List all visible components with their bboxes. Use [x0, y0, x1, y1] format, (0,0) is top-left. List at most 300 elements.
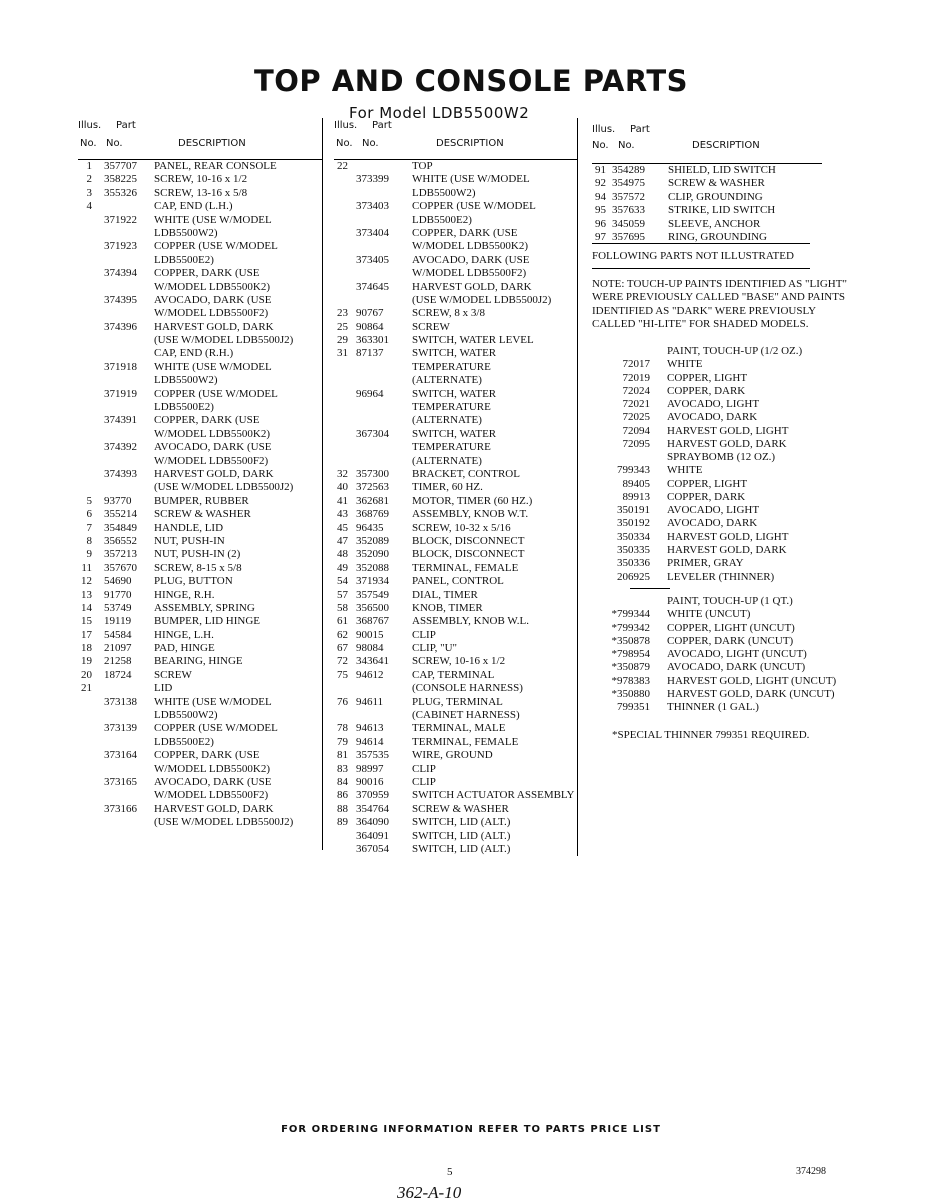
- illus-number: 20: [81, 668, 92, 681]
- part-description: SWITCH, WATER: [412, 387, 497, 400]
- part-row: [334, 562, 577, 575]
- part-description: COPPER, LIGHT: [667, 371, 748, 384]
- part-number: 357549: [356, 588, 389, 601]
- part-description: LEVELER (THINNER): [667, 570, 775, 583]
- part-description: SWITCH, WATER: [412, 427, 497, 440]
- part-description: SWITCH, LID (ALT.): [412, 829, 511, 842]
- part-number: 90767: [356, 307, 384, 320]
- page-subtitle: For Model LDB5500W2: [349, 104, 530, 122]
- part-description: SCREW, 10-16 x 1/2: [154, 173, 248, 186]
- part-row: [334, 267, 577, 280]
- part-description: BLOCK, DISCONNECT: [412, 548, 525, 561]
- part-row: [78, 682, 322, 695]
- page-number: 5: [447, 1166, 453, 1178]
- part-row: [78, 816, 322, 829]
- part-number: 374395: [104, 293, 137, 306]
- part-description: CLIP: [412, 628, 436, 641]
- part-description: COPPER, DARK: [667, 490, 746, 503]
- part-number: 352090: [356, 548, 389, 561]
- part-row: [78, 655, 322, 668]
- part-number: 94611: [356, 695, 384, 708]
- part-description: WHITE (USE W/MODEL: [154, 360, 272, 373]
- part-description: W/MODEL LDB5500K2): [154, 280, 270, 293]
- illus-number: 43: [337, 508, 348, 521]
- following-parts-heading: FOLLOWING PARTS NOT ILLUSTRATED: [592, 250, 794, 262]
- part-description: MOTOR, TIMER (60 HZ.): [412, 494, 533, 507]
- part-number: 368769: [356, 508, 389, 521]
- paint-list: [590, 608, 850, 714]
- part-row: [334, 682, 577, 695]
- illus-number: 89: [337, 816, 348, 829]
- illus-no-label: No.: [80, 138, 97, 149]
- part-number: 94613: [356, 722, 384, 735]
- part-number: 367054: [356, 842, 389, 855]
- part-description: SCREW: [412, 320, 450, 333]
- part-row: [78, 508, 322, 521]
- illus-number: 19: [81, 655, 92, 668]
- part-number: *798954: [611, 648, 650, 661]
- paint-list: [590, 464, 850, 584]
- part-row: [78, 455, 322, 468]
- illus-number: 95: [595, 204, 606, 217]
- part-row: [334, 455, 577, 468]
- illus-number: 88: [337, 802, 348, 815]
- part-description: (CONSOLE HARNESS): [412, 682, 523, 695]
- part-row: [334, 749, 577, 762]
- illus-label: Illus.: [334, 120, 358, 131]
- paint-row: [590, 517, 850, 530]
- handwritten-note: 362-A-10: [397, 1183, 462, 1202]
- paint-row: [590, 398, 850, 411]
- part-description: WHITE: [667, 464, 703, 477]
- part-row: [334, 575, 577, 588]
- illus-label: Illus.: [78, 120, 102, 131]
- part-row: [78, 187, 322, 200]
- part-description: W/MODEL LDB5500K2): [154, 427, 270, 440]
- part-description: LDB5500W2): [154, 709, 218, 722]
- part-row: [334, 789, 577, 802]
- part-row: [78, 374, 322, 387]
- paint-row: [590, 491, 850, 504]
- part-description: HANDLE, LID: [154, 521, 224, 534]
- part-description: LDB5500W2): [154, 226, 218, 239]
- part-number: 373404: [356, 226, 389, 239]
- part-description: DIAL, TIMER: [412, 588, 478, 601]
- part-description: HARVEST GOLD, DARK: [412, 280, 532, 293]
- part-description: SCREW: [154, 668, 192, 681]
- illus-number: 41: [337, 494, 348, 507]
- page-title: TOP AND CONSOLE PARTS: [253, 64, 689, 98]
- part-row: [334, 843, 577, 856]
- part-number: *350878: [611, 634, 650, 647]
- part-row: [78, 160, 322, 173]
- part-row: [334, 214, 577, 227]
- description-label: DESCRIPTION: [436, 138, 504, 149]
- illus-number: 57: [337, 588, 348, 601]
- part-description: SLEEVE, ANCHOR: [668, 217, 761, 230]
- part-number: 367304: [356, 427, 389, 440]
- part-row: [78, 468, 322, 481]
- part-number: 371922: [104, 213, 137, 226]
- part-number: 96964: [356, 387, 384, 400]
- part-number: 357670: [104, 561, 137, 574]
- part-row: [334, 321, 577, 334]
- paint-half-oz-section: [590, 345, 850, 451]
- part-number: 21258: [104, 655, 132, 668]
- part-description: BEARING, HINGE: [154, 655, 243, 668]
- section-heading-text: PAINT, TOUCH-UP (1 QT.): [667, 595, 793, 607]
- paint-row: [590, 478, 850, 491]
- part-row: [78, 696, 322, 709]
- part-description: W/MODEL LDB5500F2): [154, 789, 269, 802]
- part-number: 98997: [356, 762, 384, 775]
- illus-number: 17: [81, 628, 92, 641]
- part-number: 373164: [104, 749, 137, 762]
- part-number: 89405: [622, 477, 650, 490]
- part-description: (USE W/MODEL LDB5500J2): [412, 293, 552, 306]
- part-row: [334, 615, 577, 628]
- paint-row: [590, 544, 850, 557]
- paint-row: [590, 385, 850, 398]
- part-description: (ALTERNATE): [412, 374, 482, 387]
- illus-number: 96: [595, 217, 606, 230]
- part-number: 364090: [356, 816, 389, 829]
- part-row: [334, 655, 577, 668]
- illus-number: 25: [337, 320, 348, 333]
- part-row: [334, 307, 577, 320]
- part-row: [78, 763, 322, 776]
- part-row: [78, 736, 322, 749]
- part-row: [334, 481, 577, 494]
- part-row: [78, 602, 322, 615]
- part-row: [78, 562, 322, 575]
- part-description: AVOCADO, DARK (UNCUT): [667, 661, 806, 674]
- part-number: 374394: [104, 267, 137, 280]
- part-description: HARVEST GOLD, DARK (UNCUT): [667, 688, 835, 701]
- part-description: TERMINAL, FEMALE: [412, 735, 519, 748]
- part-number: 350336: [617, 557, 650, 570]
- part-description: TOP: [412, 160, 433, 172]
- part-row: [78, 227, 322, 240]
- part-description: CLIP, GROUNDING: [668, 190, 763, 203]
- illus-number: 22: [337, 160, 348, 172]
- part-number: 799351: [617, 701, 650, 714]
- part-description: SCREW, 8 x 3/8: [412, 307, 485, 320]
- part-description: PAD, HINGE: [154, 642, 215, 655]
- part-description: RING, GROUNDING: [668, 230, 767, 243]
- part-number: 354849: [104, 521, 137, 534]
- part-number: 19119: [104, 615, 132, 628]
- part-number: 72094: [622, 424, 650, 437]
- part-description: HARVEST GOLD, LIGHT: [667, 530, 789, 543]
- part-row: [334, 200, 577, 213]
- part-description: HINGE, L.H.: [154, 628, 214, 641]
- part-row: [78, 589, 322, 602]
- section-heading: [590, 595, 850, 608]
- part-row: [78, 401, 322, 414]
- part-number: 355214: [104, 508, 137, 521]
- parts-list: [334, 160, 577, 856]
- part-description: BUMPER, LID HINGE: [154, 615, 261, 628]
- part-row: [592, 164, 852, 177]
- part-description: (USE W/MODEL LDB5500J2): [154, 816, 294, 829]
- part-description: COPPER (USE W/MODEL: [154, 387, 278, 400]
- part-row: [78, 294, 322, 307]
- part-description: AVOCADO, DARK (USE: [154, 775, 272, 788]
- part-description: SWITCH, WATER LEVEL: [412, 334, 534, 347]
- part-number: 72017: [622, 358, 650, 371]
- illus-number: 47: [337, 534, 348, 547]
- part-row: [78, 254, 322, 267]
- part-number: 343641: [356, 655, 389, 668]
- part-description: CAP, END (R.H.): [154, 347, 234, 360]
- part-description: (CABINET HARNESS): [412, 709, 520, 722]
- part-description: PANEL, REAR CONSOLE: [154, 160, 277, 172]
- illus-number: 1: [86, 160, 92, 172]
- part-row: [78, 575, 322, 588]
- paint-row: [590, 358, 850, 371]
- part-number: *350880: [611, 688, 650, 701]
- part-number: 370959: [356, 789, 389, 802]
- part-description: NUT, PUSH-IN (2): [154, 548, 241, 561]
- part-no-label: No.: [362, 138, 379, 149]
- part-row: [78, 428, 322, 441]
- part-description: WHITE (USE W/MODEL: [154, 213, 272, 226]
- illus-number: 91: [595, 164, 606, 176]
- part-number: 371923: [104, 240, 137, 253]
- part-description: LDB5500E2): [154, 401, 214, 414]
- part-description: WHITE (USE W/MODEL: [412, 173, 530, 186]
- part-number: 357633: [612, 204, 645, 217]
- part-number: 357572: [612, 190, 645, 203]
- note-line: IDENTIFIED AS "DARK" WERE PREVIOUSLY: [592, 304, 817, 317]
- part-row: [334, 709, 577, 722]
- part-description: SWITCH, LID (ALT.): [412, 816, 511, 829]
- part-description: TEMPERATURE: [412, 401, 491, 414]
- part-description: LDB5500E2): [154, 735, 214, 748]
- part-description: AVOCADO, DARK (USE: [154, 441, 272, 454]
- part-description: SCREW & WASHER: [412, 802, 509, 815]
- illus-number: 7: [86, 521, 92, 534]
- part-row: [78, 722, 322, 735]
- part-number: 354764: [356, 802, 389, 815]
- part-number: 373139: [104, 722, 137, 735]
- part-number: 72019: [622, 371, 650, 384]
- illus-number: 31: [337, 347, 348, 360]
- part-description: COPPER, LIGHT (UNCUT): [667, 621, 795, 634]
- illus-number: 94: [595, 190, 606, 203]
- part-row: [334, 240, 577, 253]
- illus-number: 9: [86, 548, 92, 561]
- part-description: AVOCADO, LIGHT: [667, 398, 760, 411]
- part-description: COPPER, DARK: [667, 384, 746, 397]
- part-row: [334, 522, 577, 535]
- illus-number: 18: [81, 642, 92, 655]
- part-description: W/MODEL LDB5500F2): [154, 307, 269, 320]
- part-description: AVOCADO, LIGHT (UNCUT): [667, 648, 807, 661]
- part-number: 357213: [104, 548, 137, 561]
- illus-number: 11: [81, 561, 92, 574]
- part-row: [334, 414, 577, 427]
- part-row: [334, 548, 577, 561]
- illus-number: 92: [595, 177, 606, 190]
- part-row: [592, 191, 852, 204]
- illus-number: 12: [81, 575, 92, 588]
- illus-number: 4: [86, 200, 92, 213]
- part-description: HARVEST GOLD, DARK: [154, 320, 274, 333]
- part-row: [334, 803, 577, 816]
- part-number: 350334: [617, 530, 650, 543]
- part-number: *978383: [611, 674, 650, 687]
- part-number: 358225: [104, 173, 137, 186]
- part-row: [334, 347, 577, 360]
- part-description: COPPER, DARK (USE: [412, 226, 518, 239]
- part-description: SWITCH, WATER: [412, 347, 497, 360]
- part-description: COPPER, DARK (UNCUT): [667, 634, 794, 647]
- illus-number: 29: [337, 334, 348, 347]
- illus-number: 84: [337, 775, 348, 788]
- part-description: HARVEST GOLD, DARK: [154, 467, 274, 480]
- part-row: [78, 281, 322, 294]
- illus-number: 97: [595, 230, 606, 243]
- part-row: [78, 200, 322, 213]
- part-row: [592, 218, 852, 231]
- part-row: [78, 347, 322, 360]
- section-heading: [590, 451, 850, 464]
- part-row: [78, 388, 322, 401]
- note-line: WERE PREVIOUSLY CALLED "BASE" AND PAINTS: [592, 291, 846, 304]
- part-row: [78, 173, 322, 186]
- part-number: 72021: [622, 398, 650, 411]
- section-heading: [590, 345, 850, 358]
- part-row: [78, 522, 322, 535]
- part-row: [592, 177, 852, 190]
- part-description: CLIP: [412, 775, 436, 788]
- part-row: [78, 321, 322, 334]
- part-row: [334, 535, 577, 548]
- part-description: AVOCADO, DARK (USE: [412, 253, 530, 266]
- part-number: 21097: [104, 642, 132, 655]
- part-row: [334, 173, 577, 186]
- section-rule: [592, 268, 810, 269]
- parts-list: [592, 164, 852, 244]
- illus-number: 72: [337, 655, 348, 668]
- part-number: 372563: [356, 481, 389, 494]
- part-row: [78, 776, 322, 789]
- part-row: [334, 629, 577, 642]
- illus-number: 23: [337, 307, 348, 320]
- part-row: [334, 428, 577, 441]
- part-row: [334, 669, 577, 682]
- part-number: 90015: [356, 628, 384, 641]
- part-row: [78, 789, 322, 802]
- part-description: LDB5500W2): [154, 374, 218, 387]
- note-line: CALLED "HI-LITE" FOR SHADED MODELS.: [592, 318, 809, 331]
- illus-number: 40: [337, 481, 348, 494]
- parts-column-2: [334, 118, 577, 856]
- part-row: [78, 214, 322, 227]
- part-description: COPPER (USE W/MODEL: [412, 200, 536, 213]
- paint-row: [590, 701, 850, 714]
- illus-number: 21: [81, 682, 92, 695]
- part-number: 356552: [104, 534, 137, 547]
- part-number: 368767: [356, 615, 389, 628]
- part-number: 374645: [356, 280, 389, 293]
- part-description: CAP, TERMINAL: [412, 668, 495, 681]
- part-description: SWITCH, LID (ALT.): [412, 842, 511, 855]
- column-header: [592, 122, 852, 164]
- parts-column-1: [78, 118, 322, 830]
- paint-row: [590, 372, 850, 385]
- part-row: [78, 267, 322, 280]
- part-row: [334, 495, 577, 508]
- description-label: DESCRIPTION: [178, 138, 246, 149]
- part-description: PANEL, CONTROL: [412, 575, 504, 588]
- part-number: 356500: [356, 601, 389, 614]
- paint-row: [590, 608, 850, 621]
- part-description: PLUG, TERMINAL: [412, 695, 503, 708]
- paint-row: [590, 438, 850, 451]
- part-number: 373138: [104, 695, 137, 708]
- part-no-label: No.: [106, 138, 123, 149]
- part-number: 93770: [104, 494, 132, 507]
- paint-row: [590, 648, 850, 661]
- part-number: 91770: [104, 588, 132, 601]
- part-description: TERMINAL, MALE: [412, 722, 506, 735]
- part-number: 98084: [356, 642, 384, 655]
- part-description: TIMER, 60 HZ.: [412, 481, 483, 494]
- part-number: 374393: [104, 467, 137, 480]
- illus-number: 13: [81, 588, 92, 601]
- part-number: 94614: [356, 735, 384, 748]
- ordering-footer: FOR ORDERING INFORMATION REFER TO PARTS PRICE LIST: [281, 1124, 661, 1135]
- column-header: [334, 118, 577, 160]
- part-row: [78, 615, 322, 628]
- part-number: 54584: [104, 628, 132, 641]
- part-description: AVOCADO, DARK: [667, 517, 758, 530]
- part-number: 357695: [612, 230, 645, 243]
- paint-row: [590, 688, 850, 701]
- part-row: [334, 361, 577, 374]
- part-description: SHIELD, LID SWITCH: [668, 164, 776, 176]
- part-description: AVOCADO, DARK: [667, 411, 758, 424]
- part-row: [78, 334, 322, 347]
- part-description: ASSEMBLY, KNOB W.T.: [412, 508, 529, 521]
- part-number: 89913: [622, 490, 650, 503]
- part-number: 357535: [356, 749, 389, 762]
- part-description: SCREW & WASHER: [154, 508, 251, 521]
- part-number: 357300: [356, 467, 389, 480]
- part-description: CLIP: [412, 762, 436, 775]
- illus-number: 54: [337, 575, 348, 588]
- part-row: [78, 709, 322, 722]
- part-description: (ALTERNATE): [412, 454, 482, 467]
- part-label: Part: [116, 120, 136, 131]
- part-description: BRACKET, CONTROL: [412, 467, 520, 480]
- paint-row: [590, 675, 850, 688]
- paint-row: [590, 411, 850, 424]
- illus-number: 5: [86, 494, 92, 507]
- part-description: (USE W/MODEL LDB5500J2): [154, 334, 294, 347]
- special-thinner-note: *SPECIAL THINNER 799351 REQUIRED.: [612, 729, 810, 741]
- part-row: [334, 227, 577, 240]
- part-number: 352088: [356, 561, 389, 574]
- illus-number: 32: [337, 467, 348, 480]
- part-number: 357707: [104, 160, 137, 172]
- column-divider: [577, 118, 578, 856]
- spraybomb-section: [590, 451, 850, 584]
- part-number: *350879: [611, 661, 650, 674]
